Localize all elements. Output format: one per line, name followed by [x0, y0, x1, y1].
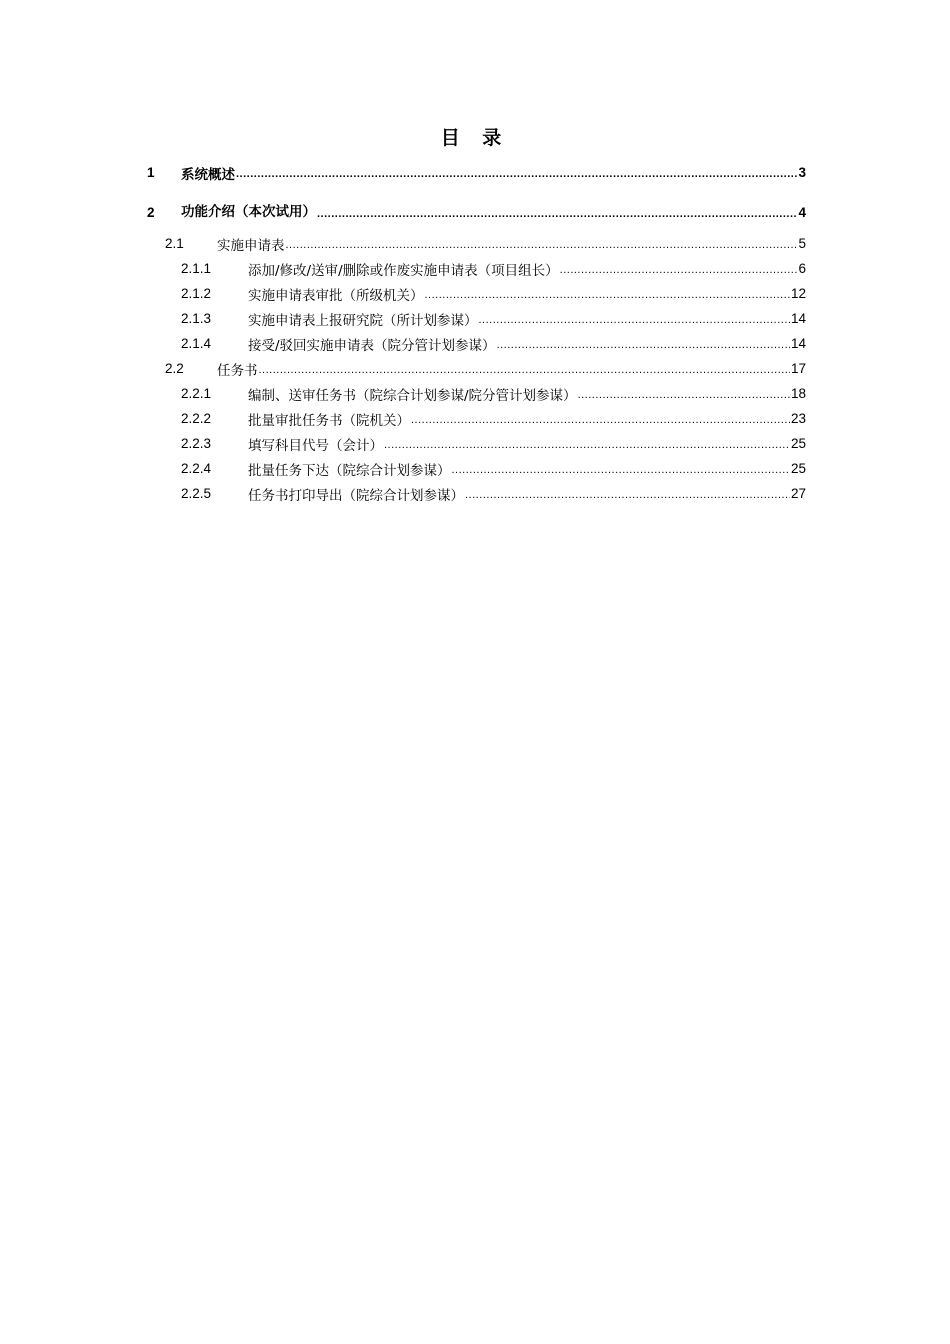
toc-leader-dots — [560, 262, 798, 276]
toc-entry-number: 2.1 — [165, 236, 184, 251]
toc-entry-2-2-2[interactable] — [147, 406, 806, 431]
toc-entry-number: 2.1.1 — [181, 261, 212, 276]
toc-entry-label: 批量任务下达（院综合计划参谋） — [248, 462, 451, 479]
toc-title: 目 录 — [440, 127, 510, 149]
toc-entry-2-2-1[interactable] — [147, 381, 806, 406]
toc-leader-dots — [286, 237, 798, 251]
toc-leader-dots — [317, 206, 797, 220]
toc-entry-label: 编制、送审任务书（院综合计划参谋/院分管计划参谋） — [248, 387, 577, 404]
toc-entry-page: 17 — [790, 361, 806, 376]
toc-entry-page: 3 — [798, 165, 806, 180]
toc-entry-2-2-3[interactable] — [147, 431, 806, 456]
table-of-contents — [147, 160, 806, 506]
toc-leader-dots — [411, 412, 790, 426]
toc-entry-label: 实施申请表审批（所级机关） — [248, 287, 424, 304]
toc-entry-page: 18 — [790, 386, 806, 401]
toc-entry-number: 2.1.4 — [181, 336, 212, 351]
toc-entry-page: 4 — [798, 205, 806, 220]
toc-entry-number: 2.1.2 — [181, 286, 212, 301]
toc-entry-label: 实施申请表 — [217, 237, 285, 254]
toc-entry-page: 25 — [790, 461, 806, 476]
toc-leader-dots — [452, 462, 790, 476]
toc-entry-label: 系统概述 — [181, 166, 235, 183]
toc-leader-dots — [578, 387, 790, 401]
toc-entry-page: 6 — [798, 261, 806, 276]
toc-leader-dots — [497, 337, 790, 351]
toc-entry-number: 2.2.3 — [181, 436, 212, 451]
toc-entry-number: 2.2.5 — [181, 486, 212, 501]
toc-entry-number: 1 — [147, 165, 155, 180]
toc-entry-page: 27 — [790, 486, 806, 501]
toc-entry-page: 23 — [790, 411, 806, 426]
toc-entry-label: 接受/驳回实施申请表（院分管计划参谋） — [248, 337, 496, 354]
toc-entry-2-2-5[interactable] — [147, 481, 806, 506]
toc-leader-dots — [465, 487, 790, 501]
toc-entry-number: 2.2.2 — [181, 411, 212, 426]
toc-entry-2-2[interactable] — [147, 356, 806, 381]
toc-entry-label: 添加/修改/送审/删除或作废实施申请表（项目组长） — [248, 262, 559, 279]
toc-entry-label: 实施申请表上报研究院（所计划参谋） — [248, 312, 478, 329]
toc-entry-label: 批量审批任务书（院机关） — [248, 412, 410, 429]
toc-entry-2-1-1[interactable] — [147, 256, 806, 281]
toc-entry-page: 14 — [790, 336, 806, 351]
toc-leader-dots — [236, 166, 797, 180]
toc-entry-page: 14 — [790, 311, 806, 326]
toc-entry-2-1-4[interactable] — [147, 331, 806, 356]
toc-entry-number: 2.2 — [165, 361, 184, 376]
toc-leader-dots — [259, 362, 790, 376]
toc-entry-number: 2.2.1 — [181, 386, 212, 401]
toc-leader-dots — [425, 287, 790, 301]
toc-entry-page: 12 — [790, 286, 806, 301]
toc-entry-2-1[interactable] — [147, 231, 806, 256]
toc-entry-number: 2.1.3 — [181, 311, 212, 326]
toc-entry-number: 2.2.4 — [181, 461, 212, 476]
toc-entry-page: 5 — [798, 236, 806, 251]
toc-entry-label: 任务书 — [217, 362, 258, 379]
toc-entry-2-2-4[interactable] — [147, 456, 806, 481]
toc-leader-dots — [384, 437, 790, 451]
toc-entry-label: 任务书打印导出（院综合计划参谋） — [248, 487, 464, 504]
toc-entry-label: 功能介绍（本次试用） — [181, 204, 316, 220]
toc-entry-2-1-2[interactable] — [147, 281, 806, 306]
toc-entry-label: 填写科目代号（会计） — [248, 437, 383, 454]
toc-entry-1[interactable] — [147, 160, 806, 185]
toc-entry-2[interactable] — [147, 185, 806, 220]
toc-entry-2-1-3[interactable] — [147, 306, 806, 331]
toc-leader-dots — [479, 312, 790, 326]
toc-entry-number: 2 — [147, 205, 155, 220]
toc-spacer — [147, 220, 806, 231]
toc-entry-page: 25 — [790, 436, 806, 451]
